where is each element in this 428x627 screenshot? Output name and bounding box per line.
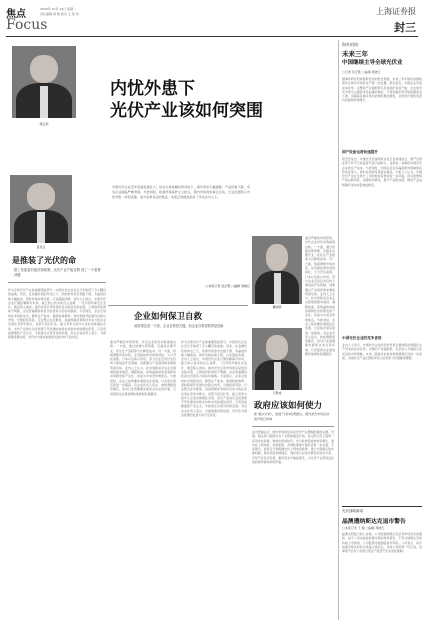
newspaper-name: 上海证券报 bbox=[376, 7, 416, 16]
photo-caption-1: 施正荣 bbox=[39, 122, 49, 126]
bottom-right-rule bbox=[342, 506, 422, 507]
photo-caption-2: 苗连生 bbox=[36, 245, 46, 249]
section-title-en: Focus bbox=[6, 17, 48, 33]
sidebar-title-line1: 未来三年 bbox=[342, 50, 368, 58]
sidebar-kicker: 海外机构： bbox=[342, 42, 362, 47]
sidebar-body-3: 业内人士表示，中国光伏企业的竞争优势主要体现在规模化生产带来的成本优势、完整的产业链配套、充足的人才储备以及灵活的市场策略。未来，随着技术进步和规模效应的进一步显现，中国光伏产品在国际市场上的竞争力有望继续增强。 bbox=[342, 343, 422, 360]
portrait-photo-4 bbox=[252, 328, 302, 390]
center-story-deck: 政府着急是一方面，企业自救是关键，而企业自救需要的是创新 bbox=[134, 324, 224, 328]
issue-date: 2009年 10月 19日 星期一 bbox=[40, 7, 77, 11]
right-story-title: 政府应该如何使力 bbox=[254, 401, 323, 411]
editor-line: 责任编辑 周 晓 版式 王 思 伟 bbox=[40, 12, 79, 16]
sidebar-body-1: 据海外研究机构最新发布的报告预测，未来三年中国仍将继续保持全球光伏组件生产第一的位置。报告指出，中国企业凭借成本优势、完整的产业链配套以及持续扩张的产能，在全球光伏市场中占据着举足轻重的地位。尽管金融危机导致短期需求下滑，但随着各国可再生能源政策的推进，全球光伏装机容量仍将保持较快增长。 bbox=[342, 77, 422, 103]
main-headline-line2: 光伏产业该如何突围 bbox=[110, 101, 263, 121]
center-story-top-rule bbox=[108, 305, 248, 306]
sidebar-title-line2: 中国继续主导全球光伏业 bbox=[342, 60, 403, 66]
bottom-right-byline: □本报记者 王 璐 □编辑 周晓红 bbox=[342, 526, 385, 530]
right-story-body-col1: 业内普遍认为，国内市场的启动是光伏产业摆脱困境的关键。近期，相关部门陆续出台了太阳能屋顶计划、金太阳示范工程等一系列扶持政策，释放出积极信号。但与欧洲等成熟市场相比，国内在上网电价、补贴机制、并网标准等方面仍需进一步完善。专家建议，政府应尽快明确光伏上网电价政策，建立长期稳定的补贴机制，简化项目审批程序，同时加大对技术研发的支持力度，引导产业有序发展，避免低水平重复建设，为光伏产业营造良好的政策环境和市场环境。 bbox=[252, 430, 334, 465]
sidebar-divider bbox=[338, 40, 339, 620]
sidebar-byline: □记者 吴正懿 □编辑 周晓红 bbox=[342, 70, 381, 74]
bottom-right-title: 晶澳遭纳斯达克退市警告 bbox=[342, 519, 406, 525]
left-story-rule bbox=[8, 282, 106, 283]
lead-byline: □本报记者 吴正懿 □编辑 周晓红 bbox=[205, 284, 250, 288]
header-rule bbox=[6, 36, 418, 37]
page-label: 封三 bbox=[394, 21, 416, 34]
bottom-right-body: 晶澳太阳能日前公告称，公司收到纳斯达克证券市场发出的通知，由于公司未能按时提交相关财务报告，不符合纳斯达克的持续上市规则，公司股票可能面临退市风险。公司表示，将尽快提交相关材料以恢复合规状态，目前公司经营一切正常，该事项不会对公司的日常生产经营产生实质性影响。 bbox=[342, 532, 422, 554]
sidebar-section-title-2: 中国光伏企业的竞争优势 bbox=[342, 336, 382, 340]
page-header bbox=[6, 5, 424, 35]
left-story-subhead: 推了发改委后续扶持政策、光伏产业产能过剩 成了一个重要问题 bbox=[14, 268, 101, 277]
right-story-rule bbox=[252, 426, 334, 427]
center-story-body-col2: 作为全球光伏产业的重要组成部分，中国光伏企业在近几年取得了令人瞩目的成就。然而，在金融危机的冲击之下，欧洲市场需求急剧下滑，多晶硅价格大幅波动，组件价格持续走低，行业面临洗牌。业内人士指出，中国光伏企业长期依赖海外市场，缺乏核心技术和自主品牌，一旦外部环境发生变化，就会陷入被动。国内光伏应用市场的启动迟迟未能实现，上网电价政策尚不明朗，企业普遍期待政府出台更有力的扶持措施。专家建议，企业应加快技术创新步伐，降低生产成本，提高转换效率；同时积极开拓国内外新兴市场，分散经营风险。行业整合在所难免，具备规模优势和技术实力的企业有望在竞争中胜出，而部分盲目扩张、缺乏竞争力的中小企业将被淘汰出局。光伏产业的长远发展离不开政策的持续支持和市场的理性培育，只有形成健康的产业生态，才能真正实现可持续发展。多位企业负责人表示，当前困难是暂时的，光伏作为清洁能源的发展方向不会改变。 bbox=[181, 340, 247, 418]
main-headline-line1: 内忧外患下 bbox=[110, 79, 195, 99]
portrait-photo-3 bbox=[252, 236, 302, 304]
lead-paragraph: 中国光伏企业近年迅速发展壮大，但在全球金融危机冲击下，海外需求大幅萎缩、产品价格下跌，众多企业面临严峻考验。与此同时，欧美贸易保护主义抬头，国内市场尚未真正启动，行业发展陷入内忧外患。如何突围，成为业界关注的焦点。本报记者就此采访了多位业内人士。 bbox=[112, 185, 250, 199]
section-title-cn: 焦点 bbox=[6, 9, 26, 20]
center-story-title: 企业如何保卫自救 bbox=[134, 312, 203, 322]
portrait-photo-1 bbox=[12, 46, 76, 118]
right-story-body-col2: 面对严峻的市场形势，光伏企业纷纷采取措施自救。一方面，通过加强内部管理、压缩非必要开支、优化生产流程等方式降低成本；另一方面，积极调整市场布局，在巩固欧洲市场的同时，大力开拓美国、日本以及新兴市场。部分企业还将目光投向下游电站开发领域，试图通过产业链延伸来增加利润空间。业内人士认为，技术创新是企业走出困境的根本途径。薄膜电池、高效晶体硅电池等新技术的研发和产业化，将成为未来竞争的焦点。与此同时，企业之间的兼并重组也在加速，行业集中度有望进一步提高。有企业负责人坦言，此轮调整虽然痛苦，但对行业的健康发展而言未必是坏事，它将促使企业更加理性地规划发展路径。 bbox=[305, 236, 335, 357]
photo-caption-4: 王斯成 bbox=[272, 391, 282, 395]
portrait-photo-2 bbox=[10, 175, 72, 243]
center-story-body-col1: 面对严峻的市场形势，光伏企业纷纷采取措施自救。一方面，通过加强内部管理、压缩非必要开支、优化生产流程等方式降低成本；另一方面，积极调整市场布局，在巩固欧洲市场的同时，大力开拓美国、日本以及新兴市场。部分企业还将目光投向下游电站开发领域，试图通过产业链延伸来增加利润空间。业内人士认为，技术创新是企业走出困境的根本途径。薄膜电池、高效晶体硅电池等新技术的研发和产业化，将成为未来竞争的焦点。与此同时，企业之间的兼并重组也在加速，行业集中度有望进一步提高。有企业负责人坦言，此轮调整虽然痛苦，但对行业的健康发展而言未必是坏事，它将促使企业更加理性地规划发展路径。 bbox=[110, 340, 176, 396]
sidebar-section-title: 国产设备也将快速提升 bbox=[342, 150, 378, 154]
left-story-title: 是推装了光伏的命 bbox=[12, 256, 76, 265]
bottom-right-kicker: 光伏战略新闻 bbox=[342, 509, 363, 513]
photo-caption-3: 瞿晓铧 bbox=[272, 305, 282, 309]
right-story-deck: 此“振兴计划”，加速了扶持政策推出，国内光伏市场启动的号角已吹响 bbox=[254, 412, 330, 421]
main-headline bbox=[110, 78, 280, 122]
left-story-body-col1: 作为全球光伏产业的重要组成部分，中国光伏企业在近几年取得了令人瞩目的成就。然而，在金融危机的冲击之下，欧洲市场需求急剧下滑，多晶硅价格大幅波动，组件价格持续走低，行业面临洗牌。业内人士指出，中国光伏企业长期依赖海外市场，缺乏核心技术和自主品牌，一旦外部环境发生变化，就会陷入被动。国内光伏应用市场的启动迟迟未能实现，上网电价政策尚不明朗，企业普遍期待政府出台更有力的扶持措施。专家建议，企业应加快技术创新步伐，降低生产成本，提高转换效率；同时积极开拓国内外新兴市场，分散经营风险。行业整合在所难免，具备规模优势和技术实力的企业有望在竞争中胜出，而部分盲目扩张、缺乏竞争力的中小企业将被淘汰出局。光伏产业的长远发展离不开政策的持续支持和市场的理性培育，只有形成健康的产业生态，才能真正实现可持续发展。多位企业负责人表示，当前困难是暂时的，光伏作为清洁能源的发展方向不会改变。 bbox=[8, 288, 106, 340]
sidebar-body-2: 报告还指出，中国光伏设备制造企业正在快速成长，国产设备在部分环节已具备替代进口的能力，这将进一步降低中国光伏企业的生产成本。与此同时，中国企业在多晶硅原料领域的投资也在加大，原料自给率有望逐步提高。分析人士认为，中国光伏产业在全球分工中的地位将得到进一步巩固，但也需警惕产能过剩风险，加强技术研发，提升产品附加值，推动产业由规模扩张向质量效益转变。 bbox=[342, 157, 422, 187]
